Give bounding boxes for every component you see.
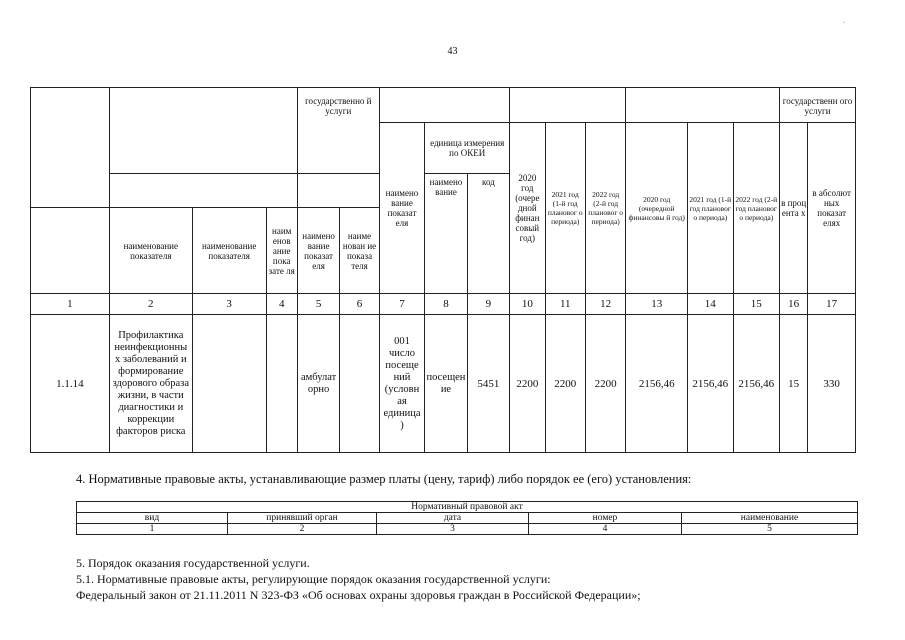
row-price-2020: 2156,46 — [626, 315, 688, 453]
header-edinica: единица измерения по ОКЕИ — [425, 123, 510, 174]
col-number: 13 — [626, 294, 688, 315]
row-cell — [266, 315, 297, 453]
blank-header-cell — [379, 88, 509, 123]
col-number: 8 — [425, 294, 467, 315]
col-number: 9 — [467, 294, 509, 315]
col-number: 3 — [192, 294, 266, 315]
acts-col-number: 5 — [682, 524, 858, 535]
acts-header: Нормативный правовой акт — [77, 502, 858, 513]
law-reference: Федеральный закон от 21.11.2011 N 323-ФЗ «Об основах охраны здоровья граждан в Российской Федерации»; — [76, 588, 641, 602]
blank-header-cell — [626, 88, 780, 123]
row-form: амбулат орно — [297, 315, 339, 453]
col-number: 1 — [31, 294, 110, 315]
row-deviation-percent: 15 — [780, 315, 808, 453]
header-2020: 2020 год (очере дной финан совый год) — [510, 123, 545, 294]
header-2022: 2022 год (2-й год плановог о периода) — [585, 123, 625, 294]
acts-col-number: 3 — [377, 524, 529, 535]
acts-col-header: наименование — [682, 513, 858, 524]
acts-col-header: принявший орган — [228, 513, 377, 524]
blank-header-cell — [109, 174, 297, 208]
header-col2: наименование показателя — [109, 208, 192, 294]
col-number: 5 — [297, 294, 339, 315]
row-indicator-name: Профилактика неинфекционны х заболеваний и формирование здорового образа жизни, в части диагностики и коррекции факторов риска — [109, 315, 192, 453]
acts-col-number: 1 — [77, 524, 228, 535]
col-number: 10 — [510, 294, 545, 315]
header-col3: наименование показателя — [192, 208, 266, 294]
section-5-1-title: 5.1. Нормативные правовые акты, регулирующие порядок оказания государственной услуги: — [76, 572, 551, 586]
blank-header-cell — [31, 88, 110, 208]
row-value-2021: 2200 — [545, 315, 585, 453]
acts-col-header: номер — [529, 513, 682, 524]
acts-col-header: дата — [377, 513, 529, 524]
blank-header-cell — [510, 88, 626, 123]
acts-col-number: 4 — [529, 524, 682, 535]
header-naimenovanie-pokazatelya: наимено вание показат еля — [379, 123, 424, 294]
col-number: 11 — [545, 294, 585, 315]
col-number: 4 — [266, 294, 297, 315]
row-price-2022: 2156,46 — [733, 315, 780, 453]
row-volume-name: 001 число посеще ний (условн ая единица ) — [379, 315, 424, 453]
blank-header-cell — [31, 208, 110, 294]
header-unit-code: код — [467, 174, 509, 294]
row-cell — [192, 315, 266, 453]
col-number: 14 — [688, 294, 733, 315]
header-absolute: в абсолют ных показат елях — [808, 123, 856, 294]
header-price-2020: 2020 год (очередной финансовы й год) — [626, 123, 688, 294]
header-col5: наимено вание показат еля — [297, 208, 339, 294]
row-price-2021: 2156,46 — [688, 315, 733, 453]
indicators-table — [30, 87, 856, 453]
header-price-2022: 2022 год (2-й год плановог о периода) — [733, 123, 780, 294]
row-cell — [340, 315, 379, 453]
row-deviation-absolute: 330 — [808, 315, 856, 453]
header-gos-usluga-2: государственн ого услуги — [780, 88, 856, 123]
blank-header-cell — [109, 88, 297, 174]
corner-mark: - — [843, 20, 845, 26]
page-number: 43 — [447, 46, 458, 57]
blank-header-cell — [297, 174, 379, 208]
header-price-2021: 2021 год (1-й год плановог о периода) — [688, 123, 733, 294]
header-col6: наиме нован ие показа теля — [340, 208, 379, 294]
row-unit-code: 5451 — [467, 315, 509, 453]
col-number: 16 — [780, 294, 808, 315]
row-value-2022: 2200 — [585, 315, 625, 453]
col-number: 17 — [808, 294, 856, 315]
col-number: 2 — [109, 294, 192, 315]
header-unit-name: наимено вание — [425, 174, 467, 294]
legal-acts-table — [76, 501, 858, 535]
acts-col-number: 2 — [228, 524, 377, 535]
col-number: 15 — [733, 294, 780, 315]
header-col4: наим енов ание пока зате ля — [266, 208, 297, 294]
header-percent: в проц ента х — [780, 123, 808, 294]
row-unit-name: посещен ие — [425, 315, 467, 453]
section-4-title: 4. Нормативные правовые акты, устанавливающие размер платы (цену, тариф) либо порядок ее (его) установления: — [76, 472, 692, 486]
section-5-title: 5. Порядок оказания государственной услуги. — [76, 556, 310, 570]
col-number: 12 — [585, 294, 625, 315]
col-number: 6 — [340, 294, 379, 315]
row-code: 1.1.14 — [31, 315, 110, 453]
col-number: 7 — [379, 294, 424, 315]
row-value-2020: 2200 — [510, 315, 545, 453]
header-2021: 2021 год (1-й год плановог о периода) — [545, 123, 585, 294]
header-gos-usluga: государственно й услуги — [297, 88, 379, 174]
acts-col-header: вид — [77, 513, 228, 524]
